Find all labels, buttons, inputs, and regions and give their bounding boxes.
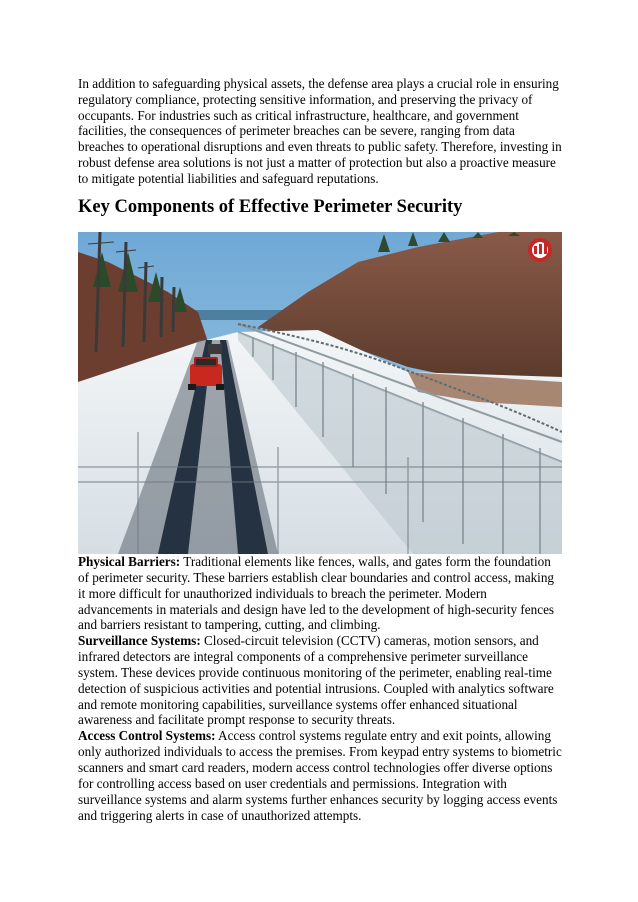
component-description: Access control systems regulate entry and exit points, allowing only authorized individuals to access the premises. From keypad entry systems to biometric scanners and smart card readers, modern access control technologies offer diverse options for controlling access based on user credentials and permissions. Integration with surveillance systems and alarm systems further enhances security by logging access events and triggering alerts in case of unauthorized attempts. (78, 728, 562, 823)
component-term: Access Control Systems: (78, 728, 216, 744)
components-list (78, 554, 562, 823)
component-access-control-systems (78, 728, 562, 823)
component-term: Physical Barriers: (78, 554, 181, 569)
component-term: Surveillance Systems: (78, 633, 201, 649)
component-surveillance-systems (78, 633, 562, 728)
shield-logo-icon (528, 238, 552, 262)
component-description: Closed-circuit television (CCTV) cameras, motion sensors, and infrared detectors are integral components of a comprehensive perimeter surveillance system. These devices provide continuous monitoring of the perimeter, enabling real-time detection of suspicious activities and potential intrusions. Coupled with analytics software and remote monitoring capabilities, surveillance systems offer enhanced situational awareness and facilitate prompt response to security threats. (78, 633, 554, 728)
intro-paragraph: In addition to safeguarding physical assets, the defense area plays a crucial role in ensuring regulatory compliance, protecting sensitive information, and preserving the privacy of occupants. For industries such as critical infrastructure, healthcare, and government facilities, the consequences of perimeter breaches can be severe, ranging from data breaches to operational disruptions and even threats to public safety. Therefore, investing in robust defense area solutions is not just a matter of protection but also a proactive measure to mitigate potential liabilities and safeguard reputations. (78, 76, 562, 186)
component-description: Traditional elements like fences, walls, and gates form the foundation of perimeter security. These barriers establish clear boundaries and control access, making it more difficult for unauthorized individuals to breach the perimeter. Modern advancements in materials and design have led to the development of high-security fences and barriers resistant to tampering, cutting, and climbing. (78, 554, 555, 633)
section-heading: Key Components of Effective Perimeter Security (78, 197, 463, 217)
perimeter-fence-photo (78, 232, 562, 554)
component-physical-barriers (78, 554, 562, 633)
